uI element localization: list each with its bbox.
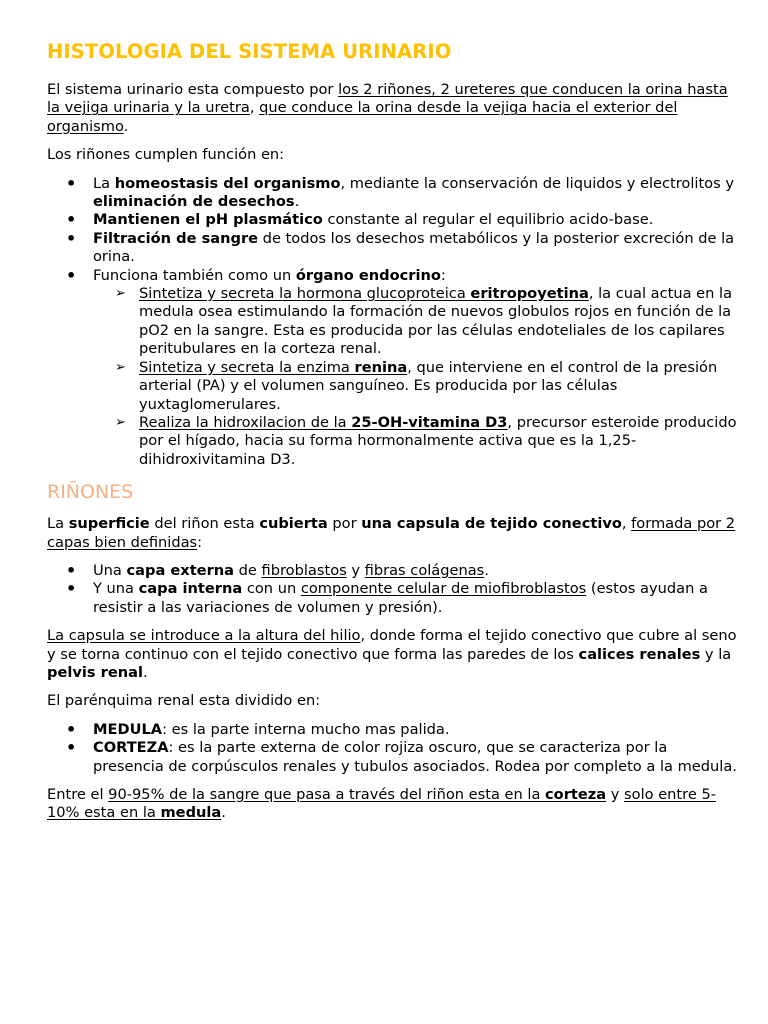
- sublist-text: , precursor esteroide producido por el hígado, hacia su forma hormonalmente activa que es la 1,25-dihidroxivitamina D3.: [139, 413, 737, 468]
- paragraph-underlined: solo entre 5-10% esta en la: [47, 786, 716, 822]
- paragraph-text: , donde forma el tejido conectivo que cubre al seno y se torna continuo con el tejido conectivo que forma las paredes de los: [47, 627, 737, 663]
- list-text: Y una: [93, 580, 139, 598]
- hilio-paragraph: [47, 627, 737, 682]
- list-item-capa-interna: [47, 580, 737, 617]
- sublist-item-renina: [93, 359, 737, 414]
- paragraph-underlined-bold: medula: [160, 804, 222, 822]
- list-text: de todos los desechos metabólicos y la posterior excreción de la orina.: [93, 229, 735, 266]
- paragraph-text: del riñon esta: [149, 515, 260, 533]
- functions-list: [47, 175, 737, 470]
- list-text: La: [93, 174, 115, 192]
- capsule-layers-list: [47, 562, 737, 617]
- list-text: de: [234, 561, 262, 579]
- list-item-ph: [47, 211, 737, 229]
- list-item-medula: [47, 721, 737, 739]
- list-underlined: componente celular de miofibroblastos: [300, 580, 587, 598]
- paragraph-bold: pelvis renal: [47, 663, 143, 681]
- document-title: HISTOLOGIA DEL SISTEMA URINARIO: [47, 40, 452, 63]
- sublist-underlined: Sintetiza y secreta la enzima: [139, 358, 355, 376]
- paragraph-text: .: [142, 663, 148, 681]
- list-text: Una: [93, 561, 127, 579]
- sublist-text: , que interviene en el control de la presión arterial (PA) y el volumen sanguíneo. Es producida por las células yuxtaglomerulares.: [139, 358, 718, 413]
- list-underlined: fibroblastos: [261, 561, 347, 579]
- sublist-underlined-bold: 25-OH-vitamina D3: [351, 413, 508, 431]
- list-bold: eliminación de desechos: [93, 193, 295, 211]
- parenchyma-lead: El parénquima renal esta dividido en:: [47, 692, 321, 710]
- list-item-capa-externa: [47, 562, 737, 580]
- list-item-endocrino: [47, 267, 737, 469]
- list-text: :: [440, 266, 446, 284]
- endocrine-sublist: [93, 285, 737, 469]
- list-bold: Filtración de sangre: [93, 229, 259, 247]
- list-item-corteza: [47, 739, 737, 776]
- paragraph-text: La: [47, 515, 69, 533]
- list-text: y: [346, 561, 365, 579]
- sublist-underlined-bold: renina: [354, 358, 408, 376]
- list-bold: capa externa: [126, 561, 235, 579]
- document-page: [47, 38, 737, 833]
- list-text: .: [484, 561, 489, 579]
- parenchyma-list: [47, 721, 737, 776]
- list-text: .: [294, 193, 300, 211]
- blood-distribution-paragraph: [47, 786, 737, 823]
- sublist-underlined: Sintetiza y secreta la hormona glucoproteica: [139, 285, 471, 303]
- intro-text: ,: [249, 99, 260, 117]
- intro-underlined-urethra: que conduce la orina desde la vejiga hacia el exterior del organismo: [47, 99, 678, 135]
- list-bold: órgano endocrino: [295, 266, 441, 284]
- functions-lead: Los riñones cumplen función en:: [47, 146, 285, 164]
- list-text: (estos ayudan a resistir a las variaciones de volumen y presión).: [93, 580, 708, 616]
- list-text: : es la parte interna mucho mas palida.: [162, 720, 450, 738]
- paragraph-text: y: [606, 786, 625, 803]
- intro-underlined-organs: los 2 riñones, 2 ureteres que conducen la orina hasta la vejiga urinaria y la uretra: [47, 81, 728, 117]
- list-bold: MEDULA: [93, 720, 163, 738]
- paragraph-bold: una capsula de tejido conectivo: [361, 515, 622, 533]
- sublist-item-vitamina-d3: [93, 414, 737, 469]
- paragraph-bold: cubierta: [259, 515, 328, 533]
- paragraph-text: :: [197, 533, 203, 551]
- intro-paragraph: [47, 81, 737, 136]
- paragraph-bold: calices renales: [578, 645, 701, 663]
- paragraph-text: y la: [700, 645, 732, 663]
- paragraph-text: Entre el: [47, 786, 109, 803]
- paragraph-text: .: [221, 804, 226, 822]
- list-bold: capa interna: [138, 580, 243, 598]
- list-text: con un: [242, 580, 301, 598]
- paragraph-text: por: [327, 515, 362, 533]
- paragraph-underlined: La capsula se introduce a la altura del hilio: [47, 627, 361, 645]
- intro-text: .: [123, 117, 129, 135]
- list-bold: homeostasis del organismo: [114, 174, 341, 192]
- section-title-rinones: RIÑONES: [47, 481, 134, 504]
- list-bold: Mantienen el pH plasmático: [93, 211, 323, 229]
- list-item-homeostasis: [47, 175, 737, 212]
- capsule-paragraph: [47, 515, 737, 552]
- list-item-filtracion: [47, 230, 737, 267]
- paragraph-underlined: formada por 2 capas bien definidas: [47, 515, 736, 551]
- paragraph-bold: superficie: [68, 515, 150, 533]
- paragraph-underlined-bold: corteza: [545, 786, 607, 803]
- list-text: constante al regular el equilibrio acido-base.: [322, 211, 654, 229]
- sublist-item-eritropoyetina: [93, 285, 737, 359]
- paragraph-text: ,: [621, 515, 632, 533]
- list-text: : es la parte externa de color rojiza oscuro, que se caracteriza por la presencia de corpúsculos renales y tubulos asociados. Rodea por completo a la medula.: [93, 739, 737, 775]
- list-text: , mediante la conservación de liquidos y electrolitos y: [340, 174, 734, 192]
- sublist-underlined: Realiza la hidroxilacion de la: [139, 413, 352, 431]
- list-underlined: fibras colágenas: [364, 561, 485, 579]
- intro-text: El sistema urinario esta compuesto por: [47, 81, 339, 98]
- sublist-text: , la cual actua en la medula osea estimulando la formación de nuevos globulos rojos en función de la pO2 en la sangre. Esta es producida por las células endoteliales de los capilares peritubulares en la corteza renal.: [139, 285, 733, 358]
- sublist-underlined-bold: eritropoyetina: [470, 285, 589, 303]
- list-bold: CORTEZA: [93, 739, 169, 757]
- paragraph-underlined: 90-95% de la sangre que pasa a través del riñon esta en la: [108, 786, 546, 803]
- list-text: Funciona también como un: [93, 266, 296, 284]
